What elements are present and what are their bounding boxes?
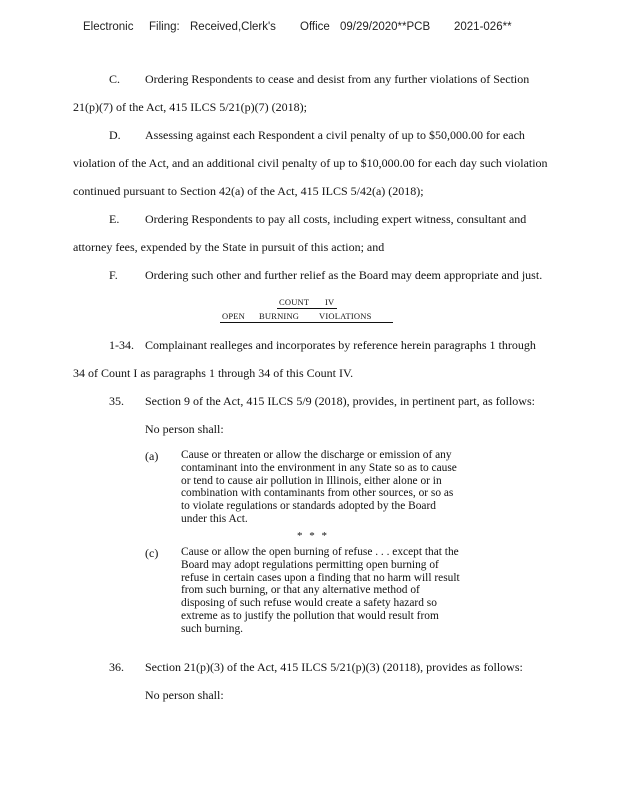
header-electronic: Electronic [83, 21, 134, 33]
paragraph-36-intro: No person shall: [145, 688, 224, 702]
quote-item-a [181, 449, 501, 526]
paragraph-35-label: 35. [109, 394, 124, 408]
quote-item-c-label: (c) [145, 546, 159, 560]
quote-item-c-line: Board may adopt regulations permitting open burning of [181, 558, 439, 571]
count-heading-violations: VIOLATIONS [319, 311, 372, 321]
prayer-d-line-3: continued pursuant to Section 42(a) of the Act, 415 ILCS 5/42(a) (2018); [73, 184, 424, 198]
header-docket: 2021-026** [454, 21, 512, 33]
quote-item-a-line: contaminant into the environment in any State so as to cause [181, 461, 457, 474]
header-office: Office [300, 21, 330, 33]
quote-item-a-label: (a) [145, 449, 159, 463]
count-heading-number: IV [325, 297, 335, 307]
quote-item-c [181, 546, 501, 636]
prayer-f-label: F. [109, 268, 118, 282]
paragraph-1-34-line-2: 34 of Count I as paragraphs 1 through 34 of this Count IV. [73, 366, 354, 380]
prayer-d-line-2: violation of the Act, and an additional civil penalty of up to $10,000.00 for each day such violation [73, 156, 548, 170]
paragraph-35-intro: No person shall: [145, 422, 224, 436]
count-heading-underline-1 [277, 308, 337, 309]
header-received: Received,Clerk's [190, 21, 276, 33]
count-heading-count: COUNT [279, 297, 310, 307]
count-heading-open: OPEN [222, 311, 245, 321]
quote-item-c-line: disposing of such refuse would create a safety hazard so [181, 597, 437, 610]
prayer-e-line-1: Ordering Respondents to pay all costs, including expert witness, consultant and [145, 212, 527, 226]
paragraph-36-label: 36. [109, 660, 124, 674]
quote-item-c-line: Cause or allow the open burning of refuse . . . except that the [181, 546, 459, 558]
quote-item-c-line: such burning. [181, 622, 244, 635]
ellipsis-stars: * * * [297, 530, 329, 542]
prayer-c-line-2: 21(p)(7) of the Act, 415 ILCS 5/21(p)(7) (2018); [73, 100, 307, 114]
quote-item-a-line: or tend to cause air pollution in Illinois, either alone or in [181, 474, 442, 487]
prayer-d-label: D. [109, 128, 121, 142]
count-heading-underline-2 [220, 322, 393, 323]
quote-item-a-line: to violate regulations or standards adopted by the Board [181, 500, 436, 513]
quote-item-a-line: Cause or threaten or allow the discharge or emission of any [181, 449, 452, 461]
prayer-c-label: C. [109, 72, 121, 86]
quote-item-a-line: under this Act. [181, 512, 248, 525]
paragraph-35-line: Section 9 of the Act, 415 ILCS 5/9 (2018), provides, in pertinent part, as follows: [145, 394, 535, 408]
header-filing: Filing: [149, 21, 180, 33]
quote-item-a-line: combination with contaminants from other sources, or so as [181, 487, 454, 500]
paragraph-1-34-label: 1-34. [109, 338, 134, 352]
prayer-e-line-2: attorney fees, expended by the State in pursuit of this action; and [73, 240, 385, 254]
paragraph-1-34-line-1: Complainant realleges and incorporates by reference herein paragraphs 1 through [145, 338, 536, 352]
quote-item-c-line: extreme as to justify the pollution that would result from [181, 609, 439, 622]
header-date: 09/29/2020**PCB [340, 21, 431, 33]
paragraph-36-line: Section 21(p)(3) of the Act, 415 ILCS 5/21(p)(3) (20118), provides as follows: [145, 660, 523, 674]
quote-item-c-line: refuse in certain cases upon a finding that no harm will result [181, 571, 460, 584]
prayer-d-line-1: Assessing against each Respondent a civil penalty of up to $50,000.00 for each [145, 128, 525, 142]
quote-item-c-line: from such burning, or that any alternative method of [181, 584, 420, 597]
prayer-c-line-1: Ordering Respondents to cease and desist from any further violations of Section [145, 72, 530, 86]
prayer-e-label: E. [109, 212, 120, 226]
count-heading-burning: BURNING [259, 311, 300, 321]
prayer-f-line-1: Ordering such other and further relief as the Board may deem appropriate and just. [145, 268, 543, 282]
